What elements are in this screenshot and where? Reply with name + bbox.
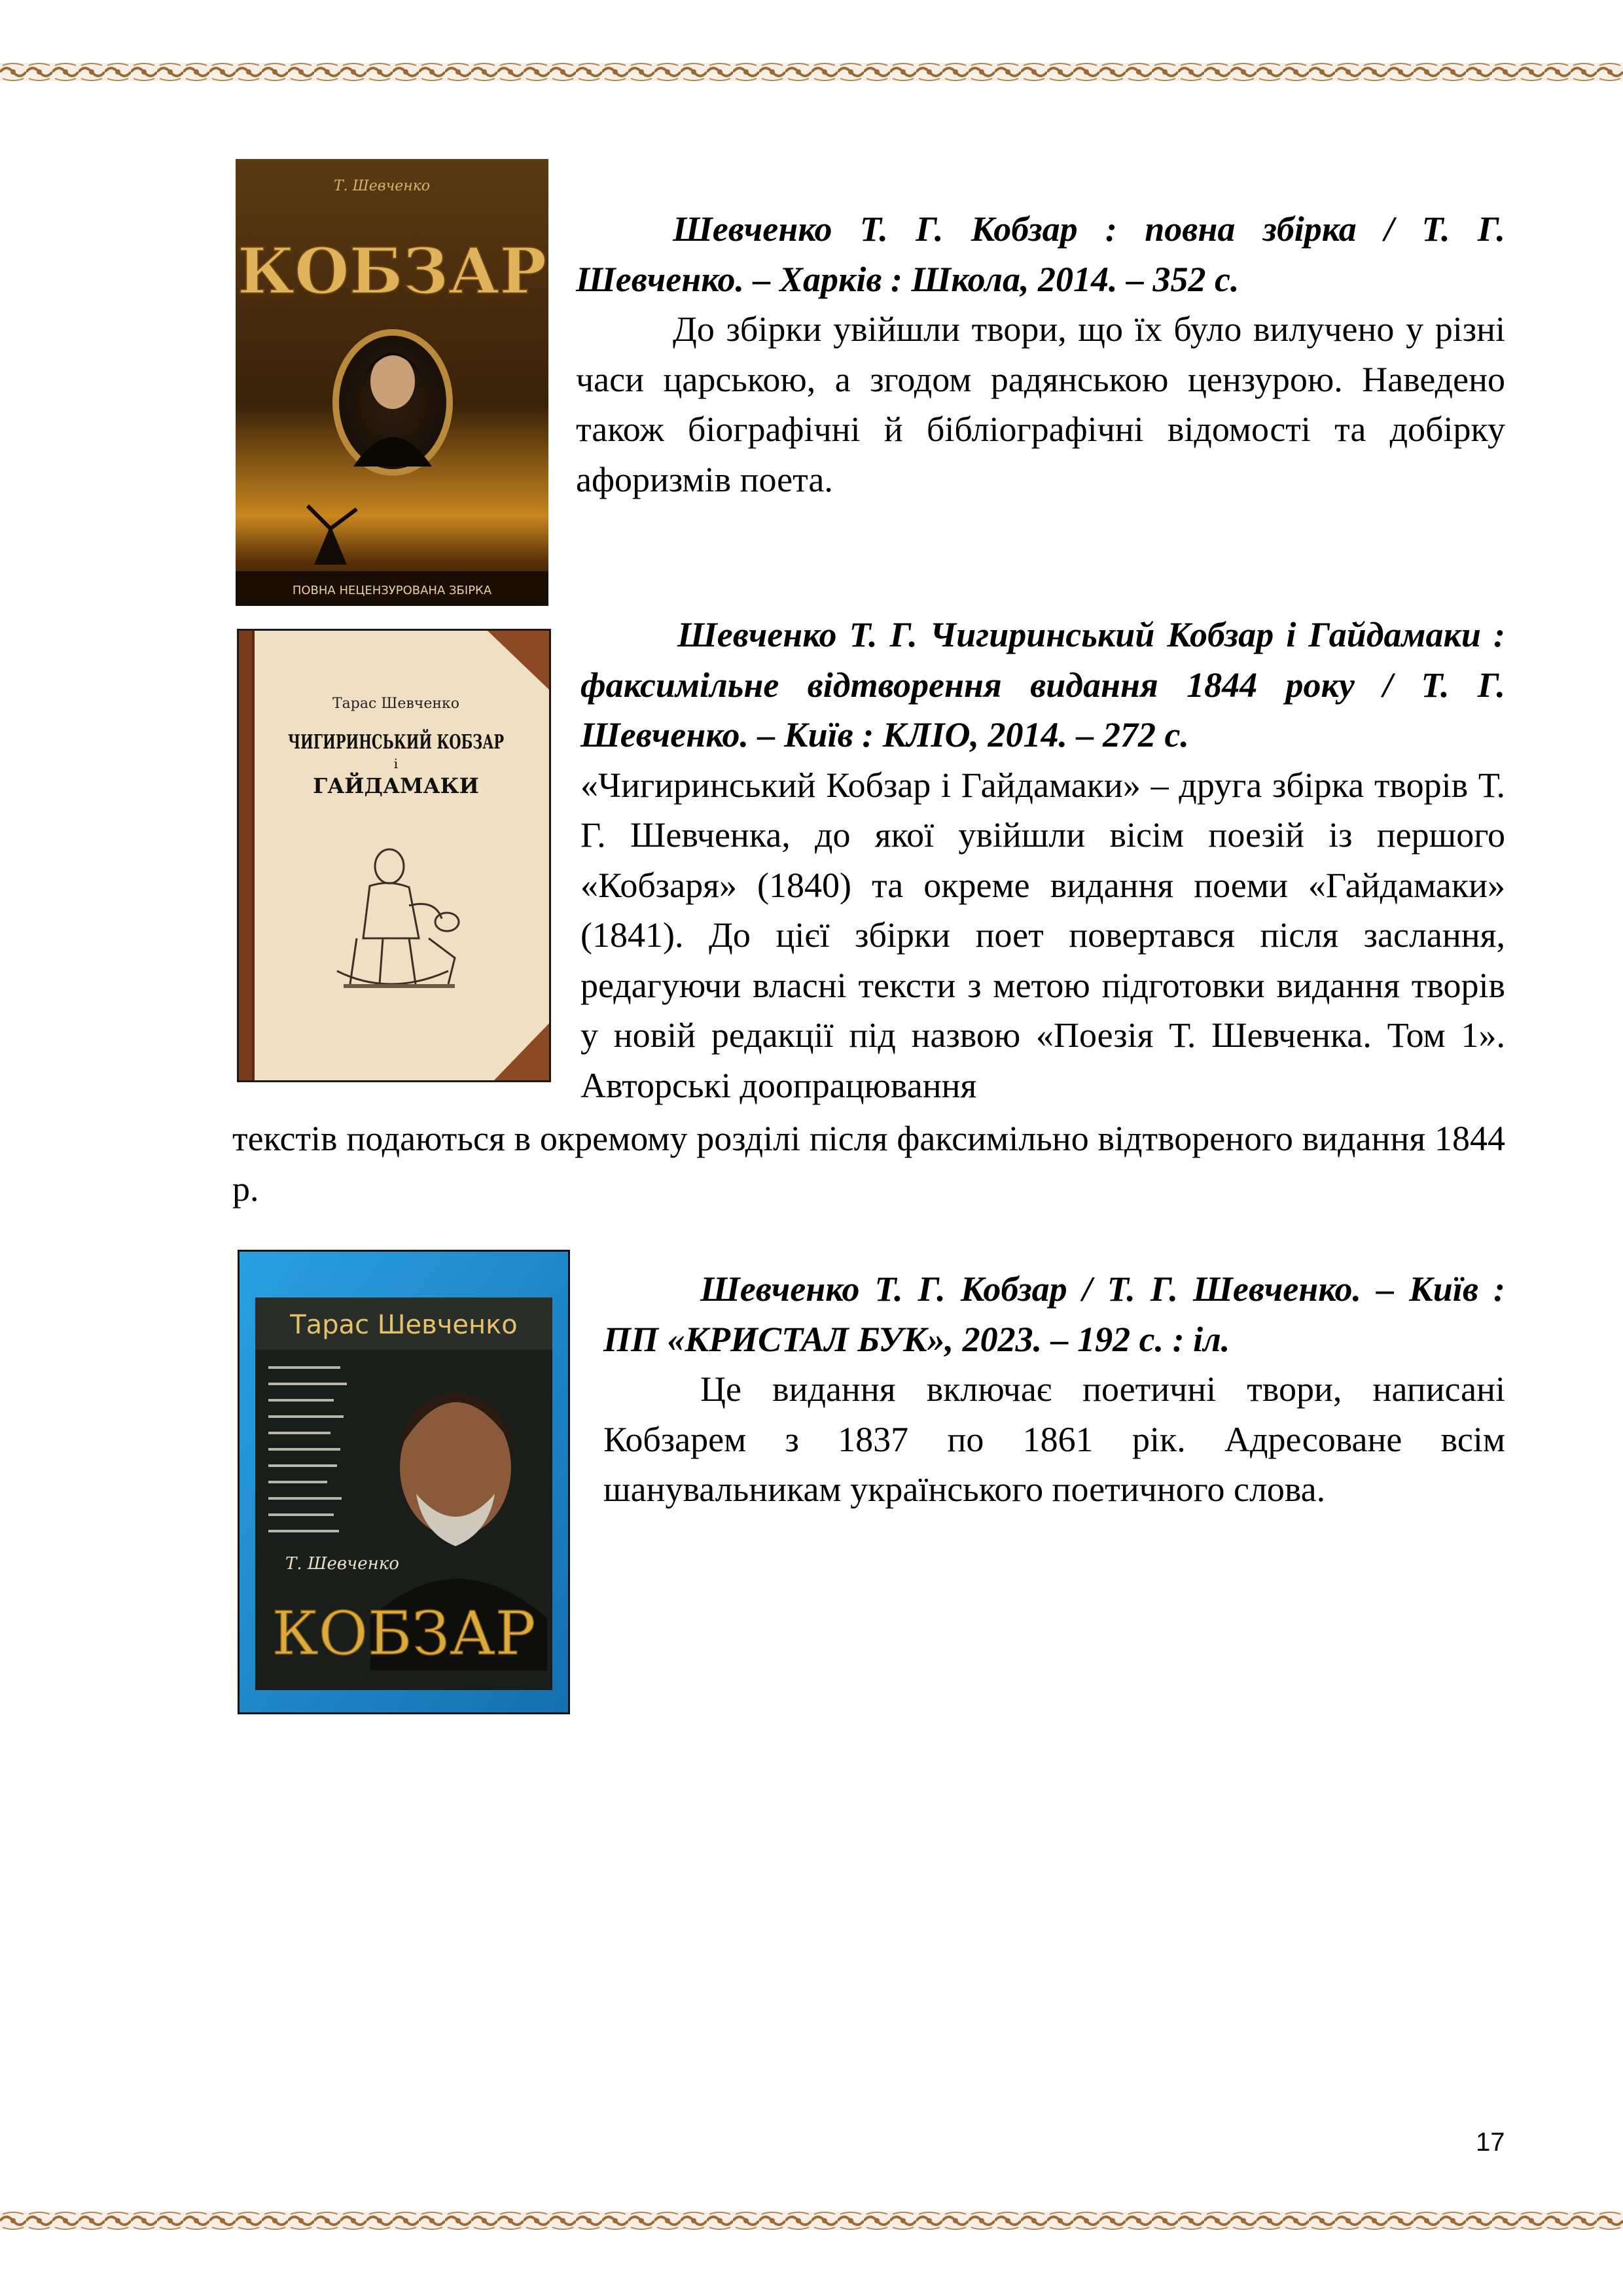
ornament-border-top	[0, 63, 1623, 81]
cover-3-signature: Т. Шевченко	[285, 1554, 399, 1574]
cover-2-author: Тарас Шевченко	[332, 696, 460, 712]
book-entry-2	[580, 610, 1505, 1110]
book-1-reference: Шевченко Т. Г. Кобзар : повна збірка / Т. Г. Шевченко. – Харків : Школа, 2014. – 352 с.	[576, 209, 1505, 299]
cover-1-signature: Т. Шевченко	[334, 178, 431, 194]
cover-2-title-line2: ГАЙДАМАКИ	[313, 773, 479, 798]
book-2-annotation-part1: «Чигиринський Кобзар і Гайдамаки» – друга збірка творів Т. Г. Шевченка, до якої увійшли вісім поезій із першого «Кобзаря» (1840) та окреме видання поеми «Гайдамаки» (1841). До цієї збірки поет повертався після заслання, редагуючи власні тексти з метою підготовки видання творів у новій редакції під назвою «Поезія Т. Шевченка. Том 1». Авторські доопрацювання	[580, 765, 1505, 1105]
book-2-annotation-part2: текстів подаються в окремому розділі після факсимільно відтвореного видання 1844 р.	[232, 1119, 1505, 1209]
ornament-border-bottom	[0, 2212, 1623, 2230]
book-3-annotation: Це видання включає поетичні твори, написані Кобзарем з 1837 по 1861 рік. Адресоване всім шанувальникам українського поетичного слова.	[603, 1369, 1505, 1509]
cover-3-title: КОБЗАР	[272, 1598, 536, 1669]
book-3-reference: Шевченко Т. Г. Кобзар / Т. Г. Шевченко. – Київ : ПП «КРИСТАЛ БУК», 2023. – 192 с. : іл.	[603, 1269, 1505, 1359]
cover-1-title: КОБЗАР	[237, 234, 547, 308]
cover-2-title-conj: і	[393, 756, 399, 771]
book-entry-3	[603, 1264, 1505, 1515]
book-1-annotation: До збірки увійшли твори, що їх було вилучено у різні часи царською, а згодом радянською цензурою. Наведено також біографічні й бібліографічні відомості та добірку афоризмів поета.	[576, 309, 1505, 499]
book-entry-1	[576, 204, 1505, 504]
book-cover-kobzar-1	[236, 159, 548, 606]
cover-3-author: Тарас Шевченко	[290, 1310, 518, 1340]
cover-1-banner: ПОВНА НЕЦЕНЗУРОВАНА ЗБІРКА	[292, 584, 492, 597]
page-number: 17	[1476, 2128, 1505, 2157]
cover-2-title-line1: ЧИГИРИНСЬКИЙ КОБЗАР	[288, 731, 599, 754]
book-2-reference: Шевченко Т. Г. Чигиринський Кобзар і Гайдамаки : факсимільне відтворення видання 1844 року / Т. Г. Шевченко. – Київ : КЛІО, 2014. – 272 с.	[580, 615, 1505, 754]
book-cover-chyhyrynskyi-kobzar	[237, 629, 599, 1082]
book-entry-2-continued	[232, 1114, 1505, 1214]
book-cover-kobzar-3	[238, 1250, 570, 1714]
